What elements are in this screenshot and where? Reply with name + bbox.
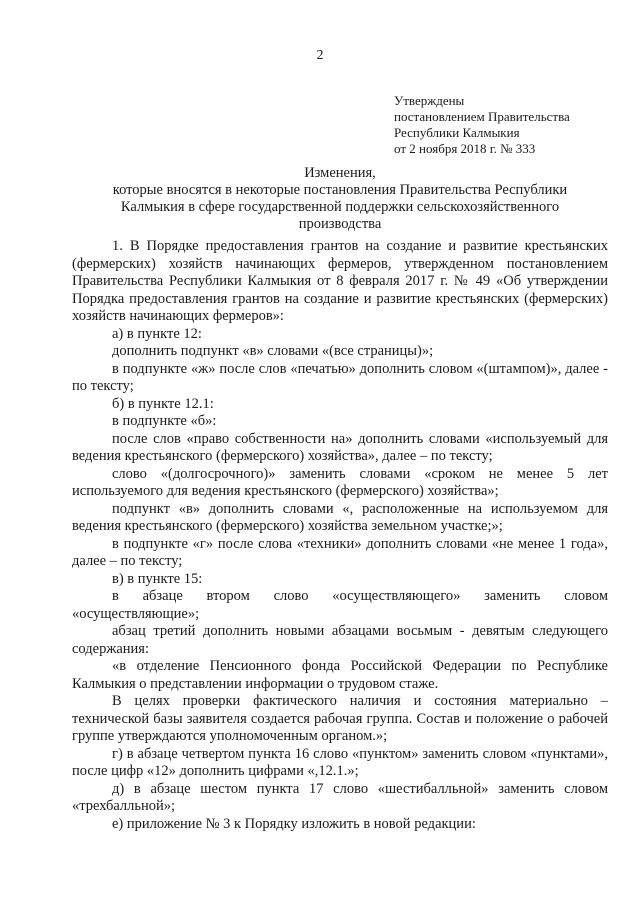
paragraph: в абзаце втором слово «осуществляющего» заменить словом «осуществляющие»; (72, 588, 608, 622)
title-heading: Изменения, (304, 165, 376, 181)
title-line: Калмыкия в сфере государственной поддержки сельскохозяйственного (120, 199, 560, 215)
title-line: которые вносятся в некоторые постановления Правительства Республики (112, 182, 568, 198)
paragraph: «в отделение Пенсионного фонда Российской Федерации по Республике Калмыкия о представлении информации о трудовом стаже. (72, 658, 608, 692)
paragraph: б) в пункте 12.1: (112, 395, 214, 412)
approval-stamp (394, 93, 570, 157)
page-number: 2 (316, 48, 324, 63)
paragraph: В целях проверки фактического наличия и состояния материально – технической базы заявителя создается рабочая группа. Состав и положение о рабочей группе утверждаются уполномоченным органом.»; (72, 693, 608, 744)
approval-line: от 2 ноября 2018 г. № 333 (394, 141, 536, 156)
paragraph: д) в абзаце шестом пункта 17 слово «шестибалльной» заменить словом «трехбалльной»; (72, 780, 608, 814)
title-line: производства (298, 216, 382, 232)
paragraph: а) в пункте 12: (112, 325, 202, 342)
paragraph: после слов «право собственности на» дополнить словами «используемый для ведения крестьянского (фермерского) хозяйства», далее – по тексту; (72, 430, 608, 464)
paragraph: 1. В Порядке предоставления грантов на создание и развитие крестьянских (фермерских) хозяйств начинающих фермеров, утвержденном постановлением Правительства Республики Калмыкия от 8 февраля 2017 г. № 49 «Об утверждении Порядка предоставления грантов на создание и развитие крестьянских (фермерских) хозяйств начинающих фермеров»: (72, 238, 608, 324)
paragraph: дополнить подпункт «в» словами «(все страницы)»; (112, 343, 434, 359)
paragraph: в подпункте «б»: (112, 413, 217, 429)
document-title (60, 165, 620, 233)
paragraph: абзац третий дополнить новыми абзацами восьмым - девятым следующего содержания: (72, 623, 608, 657)
approval-line: Утверждены (394, 93, 465, 108)
paragraph: г) в абзаце четвертом пункта 16 слово «пунктом» заменить словом «пунктами», после цифр «12» дополнить цифрами «,12.1.»; (72, 745, 608, 779)
paragraph: в) в пункте 15: (112, 570, 203, 587)
approval-line: постановлением Правительства (394, 109, 570, 124)
paragraph: подпункт «в» дополнить словами «, расположенные на используемом для ведения крестьянского (фермерского) хозяйства земельном участке;»; (72, 500, 608, 534)
approval-line: Республики Калмыкия (394, 125, 520, 140)
paragraph: в подпункте «ж» после слов «печатью» дополнить словом «(штампом)», далее - по тексту; (72, 360, 608, 394)
paragraph: слово «(долгосрочного)» заменить словами «сроком не менее 5 лет используемого для ведения крестьянского (фермерского) хозяйства»; (72, 465, 608, 499)
document-body (72, 238, 608, 833)
paragraph: е) приложение № 3 к Порядку изложить в новой редакции: (112, 815, 476, 832)
paragraph: в подпункте «г» после слова «техники» дополнить словами «не менее 1 года», далее – по тексту; (72, 535, 608, 569)
